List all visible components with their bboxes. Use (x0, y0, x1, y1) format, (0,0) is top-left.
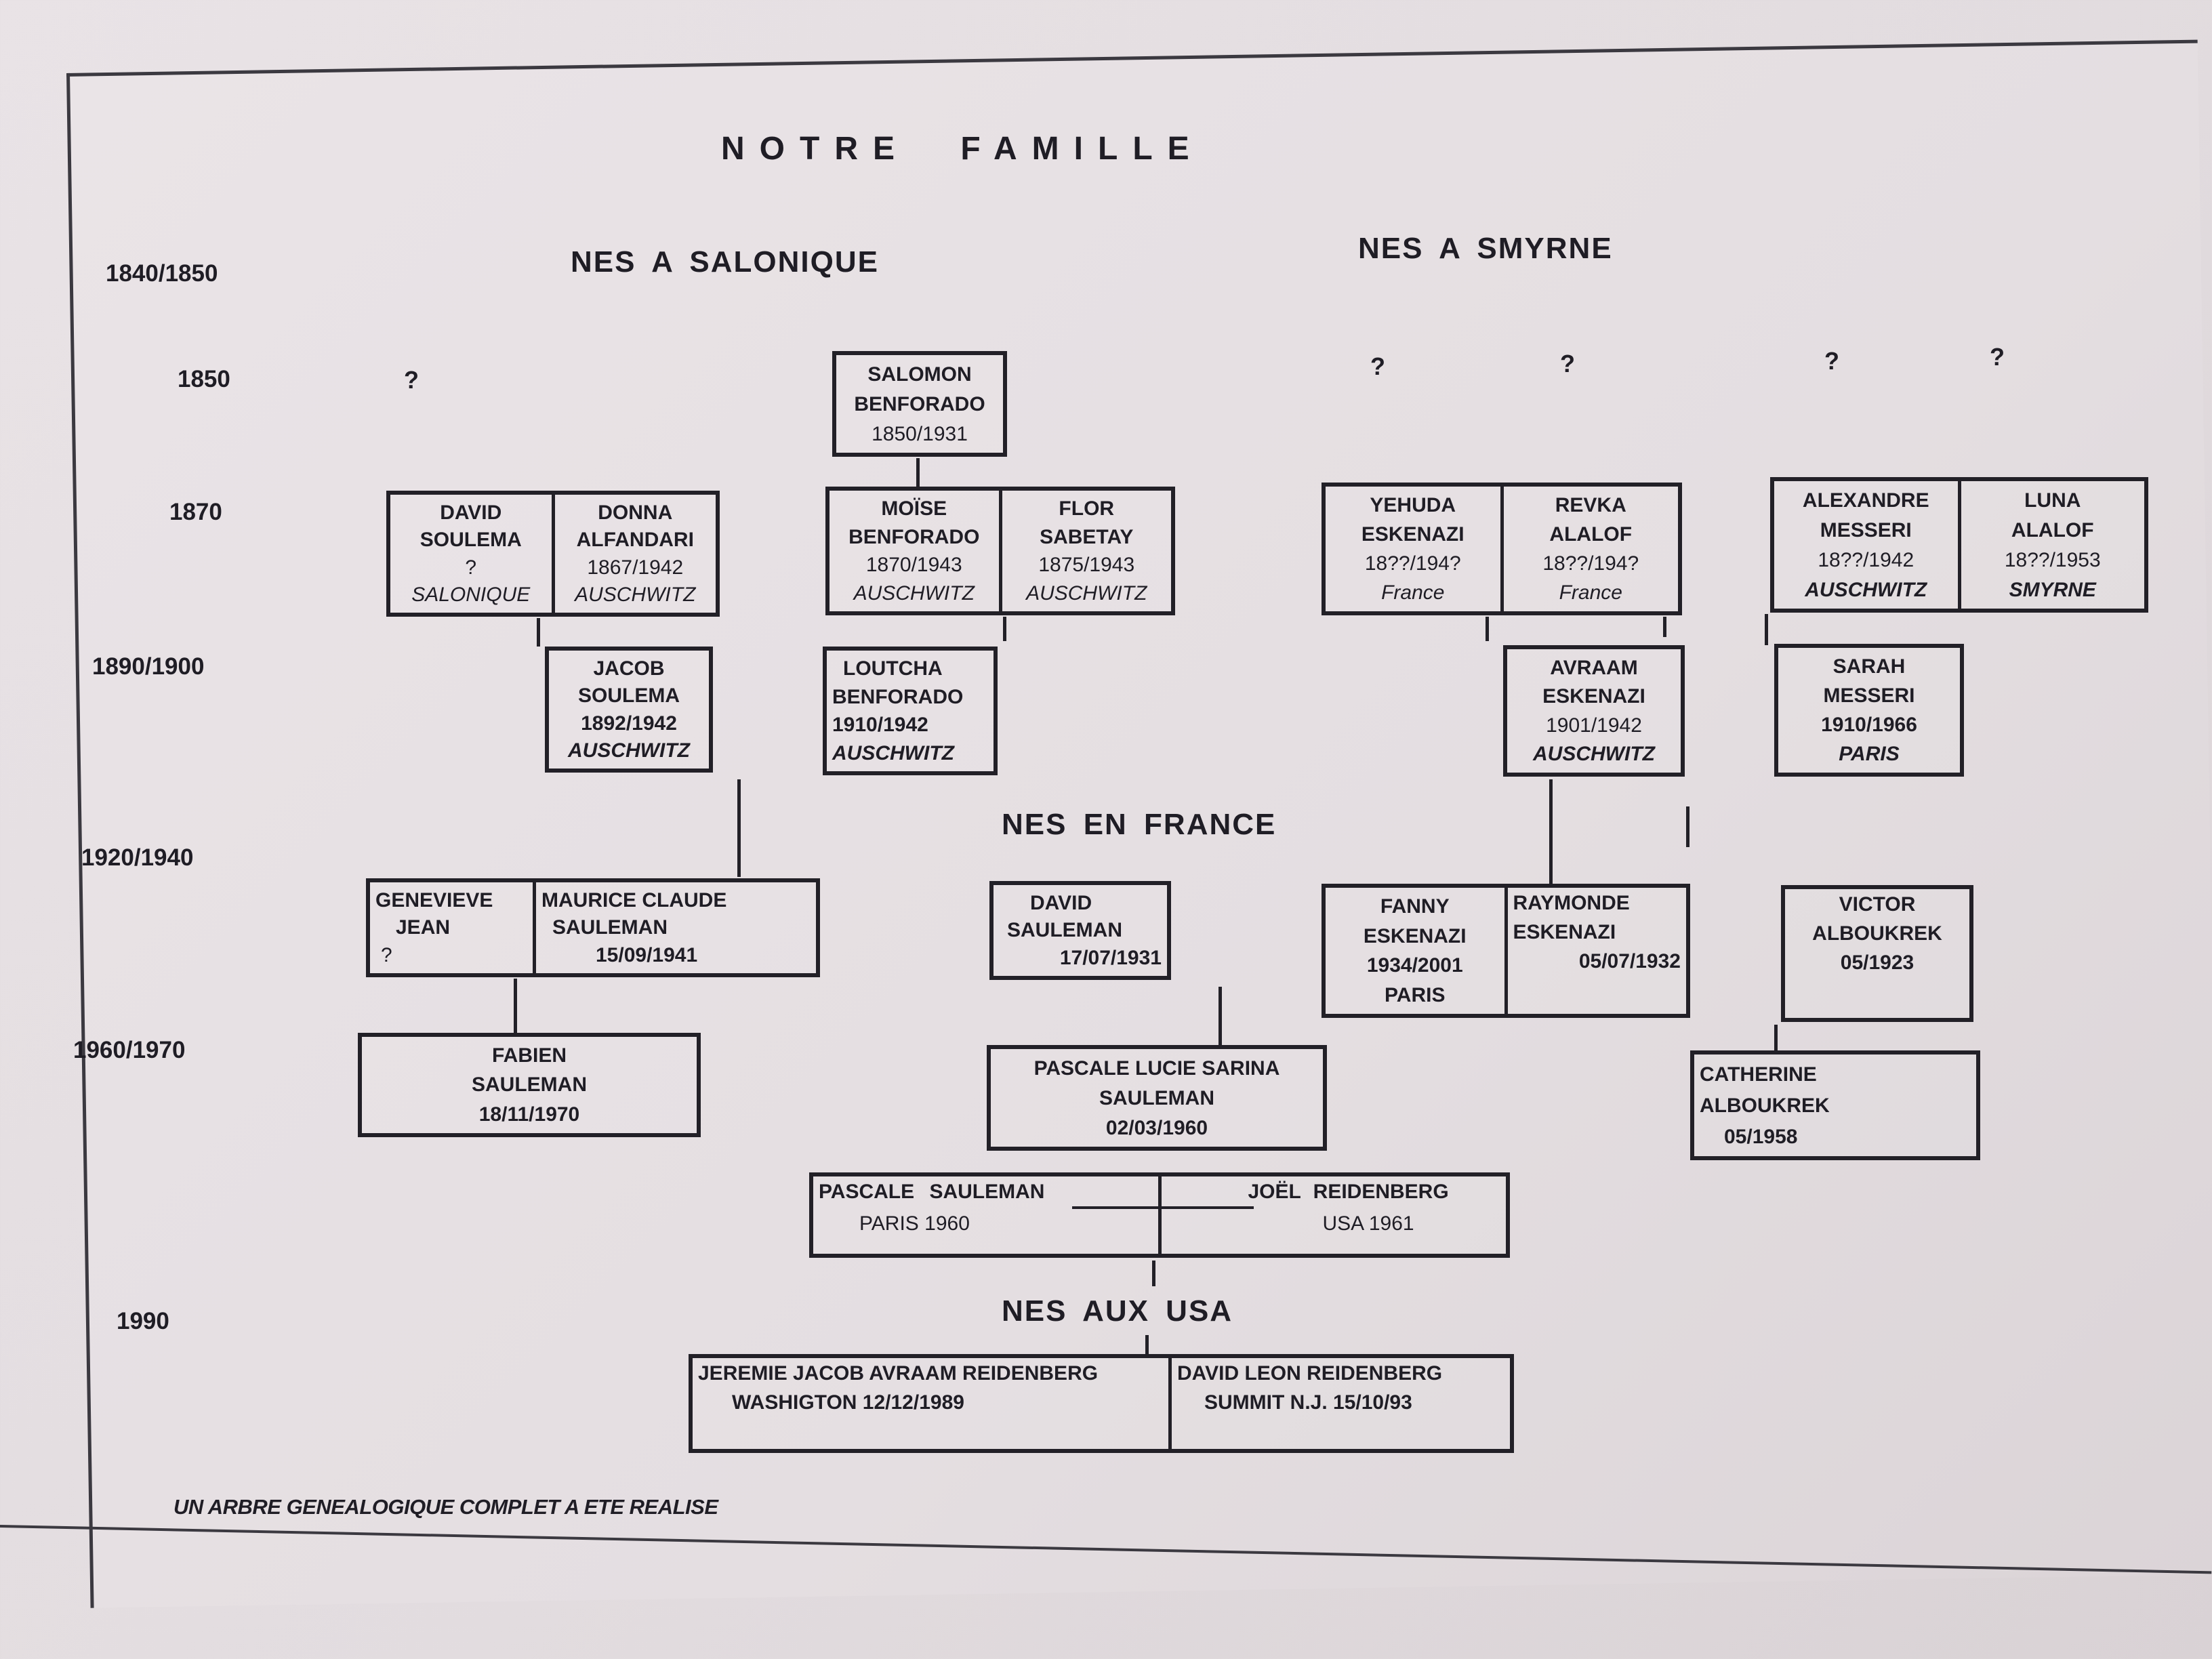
footer-note: UN ARBRE GENEALOGIQUE COMPLET A ETE REALISE (173, 1495, 718, 1519)
person-surname-line: SOULEMA (419, 529, 522, 552)
person-place-line: AUSCHWITZ (568, 739, 690, 762)
person-place-line: AUSCHWITZ (575, 583, 696, 607)
connector-line (1549, 779, 1553, 884)
person-place-line: AUSCHWITZ (1805, 578, 1927, 601)
person-name-line: PASCALE SAULEMAN (819, 1181, 1045, 1203)
person-surname-line: SAULEMAN (552, 916, 668, 939)
person-name-line: CATHERINE (1700, 1063, 1817, 1086)
person-place-line: AUSCHWITZ (832, 741, 954, 764)
person-surname-line: ESKENAZI (1513, 921, 1616, 943)
person-name-line: JACOB (593, 657, 665, 680)
person-surname-line: SOULEMA (578, 684, 680, 708)
person-name-line: DAVID (1030, 891, 1092, 914)
person-place-line: AUSCHWITZ (1533, 743, 1655, 766)
person-name-line: RAYMONDE (1513, 892, 1630, 914)
marriage-line (1072, 1206, 1254, 1209)
person-dates-line: 1934/2001 (1366, 954, 1463, 977)
person-name-line: MAURICE CLAUDE (541, 888, 727, 912)
person-name-line: AVRAAM (1550, 656, 1638, 679)
connector-line (537, 618, 540, 647)
person-place-line: SMYRNE (2009, 578, 2096, 601)
connector-line (1152, 1261, 1155, 1286)
section-nes-a-salonique: NES A SALONIQUE (571, 245, 880, 279)
person-place-date-line: PARIS 1960 (859, 1212, 970, 1235)
person-name-line: JEREMIE JACOB AVRAAM REIDENBERG (698, 1362, 1099, 1385)
person-dates-line: ? (465, 556, 477, 579)
connector-line (1686, 806, 1689, 847)
person-cell (991, 1049, 1323, 1147)
person-cell-donna-alfandari (552, 495, 716, 613)
year-label: 1920/1940 (81, 844, 194, 871)
person-cell-alexandre-messeri (1774, 481, 1958, 609)
person-place-line: France (1559, 581, 1622, 604)
person-dates-line: 18??/1953 (2004, 548, 2101, 571)
section-nes-aux-usa: NES AUX USA (1002, 1294, 1233, 1328)
person-cell-jeremie-jacob-avraam-reidenberg (693, 1358, 1168, 1449)
unknown-ancestor-marker: ? (404, 366, 419, 394)
person-cell-yehuda-eskenazi (1326, 487, 1500, 611)
person-name-line: YEHUDA (1370, 494, 1456, 516)
person-cell (836, 355, 1003, 453)
person-surname-line: ALBOUKREK (1700, 1094, 1830, 1117)
person-box-jacob-soulema (545, 647, 713, 773)
person-place-line: SALONIQUE (411, 583, 531, 607)
person-cell (1785, 889, 1969, 1018)
connector-line (1663, 617, 1666, 637)
person-dates-line: 05/07/1932 (1578, 950, 1681, 972)
person-surname-line: ESKENAZI (1361, 523, 1465, 546)
person-cell (994, 885, 1167, 976)
person-dates-line: 18??/194? (1364, 552, 1461, 575)
person-surname-line: ALALOF (1549, 523, 1633, 546)
person-dates-line: 18/11/1970 (478, 1103, 580, 1126)
person-surname-line: MESSERI (1820, 518, 1912, 541)
person-name-line: REVKA (1555, 494, 1626, 516)
person-name-line: FANNY (1380, 895, 1450, 918)
person-cell (827, 651, 994, 771)
person-cell (549, 651, 709, 769)
unknown-ancestor-marker: ? (1990, 343, 2005, 371)
person-box-loutcha-benforado (823, 647, 998, 775)
couple-box-david-soulema-donna-alfandari (386, 491, 720, 617)
person-name-line: FLOR (1059, 497, 1115, 520)
person-dates-line: ? (381, 944, 392, 967)
person-dates-line: 05/1958 (1724, 1125, 1798, 1148)
person-surname-line: JEAN (396, 916, 451, 939)
year-label: 1890/1900 (92, 653, 205, 680)
person-box-catherine-alboukrek (1690, 1050, 1980, 1160)
person-surname-line: SAULEMAN (472, 1073, 587, 1097)
person-place-date-line: WASHIGTON 12/12/1989 (732, 1391, 964, 1414)
section-nes-en-france: NES EN FRANCE (1002, 808, 1277, 841)
person-box-victor-alboukrek (1781, 885, 1973, 1022)
couple-box-alexandre-messeri-luna-alalof (1770, 477, 2148, 613)
person-cell (1694, 1054, 1976, 1156)
person-cell (362, 1037, 697, 1133)
person-cell-david-leon-reidenberg (1168, 1358, 1510, 1449)
person-cell-revka-alalof (1500, 487, 1679, 611)
person-surname-line: MESSERI (1823, 684, 1915, 707)
person-surname-line: ESKENAZI (1542, 685, 1645, 708)
person-place-line: AUSCHWITZ (853, 581, 975, 605)
couple-box-yehuda-eskenazi-revka-alalof (1322, 483, 1682, 615)
person-name-line: PASCALE LUCIE SARINA (1033, 1057, 1280, 1080)
person-surname-line: BENFORADO (832, 685, 964, 708)
person-dates-line: 1910/1966 (1821, 714, 1917, 736)
year-label: 1870 (169, 499, 222, 525)
couple-box-genevieve-jean-maurice-sauleman (366, 878, 820, 977)
person-name-line: JOËL REIDENBERG (1248, 1181, 1449, 1203)
person-cell-luna-alalof (1958, 481, 2145, 609)
person-surname-line: SABETAY (1040, 525, 1134, 548)
page-title: NOTRE FAMILLE (721, 131, 1204, 167)
person-dates-line: 1875/1943 (1038, 554, 1135, 577)
person-dates-line: 1910/1942 (832, 714, 928, 737)
person-cell-raymonde-eskenazi (1504, 888, 1687, 1014)
connector-line (1486, 617, 1489, 641)
person-name-line: GENEVIEVE (375, 888, 493, 912)
person-place-line: AUSCHWITZ (1026, 581, 1147, 605)
person-box-pascale-lucie-sarina-sauleman (987, 1045, 1327, 1151)
person-name-line: DAVID (440, 501, 502, 524)
person-dates-line: 05/1923 (1840, 951, 1914, 974)
person-surname-line: ESKENAZI (1363, 924, 1467, 947)
person-surname-line: ALALOF (2011, 518, 2094, 541)
couple-box-fanny-eskenazi-raymonde-eskenazi (1322, 884, 1690, 1018)
person-box-avraam-eskenazi (1503, 645, 1685, 777)
person-surname-line: BENFORADO (854, 392, 985, 415)
year-label: 1850 (178, 366, 230, 392)
person-place-line: France (1381, 581, 1445, 604)
person-box-david-sauleman (989, 881, 1171, 980)
connector-line (916, 458, 920, 487)
person-name-line: SARAH (1832, 655, 1906, 678)
person-name-line: VICTOR (1839, 893, 1916, 916)
person-dates-line: 18??/194? (1542, 552, 1639, 575)
person-surname-line: SAULEMAN (1099, 1086, 1214, 1109)
person-dates-line: 15/09/1941 (596, 944, 698, 967)
person-cell-genevieve-jean (370, 882, 533, 973)
person-box-sarah-messeri (1774, 644, 1964, 777)
person-surname-line: ALFANDARI (576, 529, 694, 552)
person-dates-line: 17/07/1931 (1059, 947, 1162, 970)
person-name-line: SALOMON (867, 363, 972, 386)
person-name-line: LUNA (2024, 489, 2081, 512)
person-surname-line: SAULEMAN (1007, 919, 1122, 942)
couple-box-pascale-sauleman-joel-reidenberg (809, 1172, 1510, 1258)
person-cell-joel-reidenberg (1158, 1176, 1507, 1254)
person-name-line: DAVID LEON REIDENBERG (1177, 1362, 1443, 1385)
person-place-line: PARIS (1385, 983, 1446, 1006)
year-label: 1840/1850 (106, 260, 218, 287)
person-box-fabien-sauleman (358, 1033, 701, 1137)
person-cell-fanny-eskenazi (1326, 888, 1504, 1014)
person-dates-line: 1892/1942 (581, 712, 677, 735)
connector-line (1765, 614, 1768, 645)
person-place-line: PARIS (1839, 743, 1900, 765)
person-cell-flor-sabetay (999, 491, 1172, 611)
person-cell-david-soulema (390, 495, 552, 613)
person-box-salomon-benforado (832, 351, 1007, 457)
person-place-date-line: USA 1961 (1322, 1212, 1414, 1235)
person-surname-line: ALBOUKREK (1812, 922, 1942, 945)
person-dates-line: 02/03/1960 (1105, 1116, 1208, 1139)
person-place-date-line: SUMMIT N.J. 15/10/93 (1204, 1391, 1412, 1414)
person-name-line: MOÏSE (881, 497, 947, 520)
couple-box-moise-benforado-flor-sabetay (825, 487, 1175, 615)
year-label: 1960/1970 (73, 1037, 186, 1063)
unknown-ancestor-marker: ? (1560, 350, 1575, 377)
connector-line (1003, 617, 1006, 641)
person-cell (1507, 649, 1681, 773)
person-dates-line: 18??/1942 (1818, 548, 1914, 571)
section-nes-a-smyrne: NES A SMYRNE (1358, 232, 1613, 265)
person-dates-line: 1870/1943 (865, 554, 962, 577)
person-name-line: ALEXANDRE (1802, 489, 1929, 512)
person-cell (1778, 648, 1960, 773)
person-cell-maurice-claude-sauleman (533, 882, 816, 973)
connector-line (1145, 1335, 1149, 1354)
person-cell-moise-benforado (830, 491, 999, 611)
person-cell-pascale-sauleman (813, 1176, 1158, 1254)
connector-line (514, 979, 517, 1033)
person-surname-line: BENFORADO (848, 525, 980, 548)
person-dates-line: 1867/1942 (587, 556, 684, 579)
person-name-line: LOUTCHA (843, 657, 943, 680)
person-dates-line: 1901/1942 (1546, 714, 1642, 737)
person-dates-line: 1850/1931 (872, 422, 968, 445)
unknown-ancestor-marker: ? (1370, 352, 1385, 380)
connector-line (1218, 987, 1222, 1045)
year-label: 1990 (117, 1308, 169, 1334)
person-name-line: DONNA (598, 501, 673, 524)
connector-line (1774, 1025, 1778, 1050)
connector-line (737, 779, 741, 877)
person-name-line: FABIEN (491, 1044, 567, 1067)
sibling-box-jeremie-david-reidenberg (689, 1354, 1514, 1453)
unknown-ancestor-marker: ? (1824, 347, 1839, 375)
